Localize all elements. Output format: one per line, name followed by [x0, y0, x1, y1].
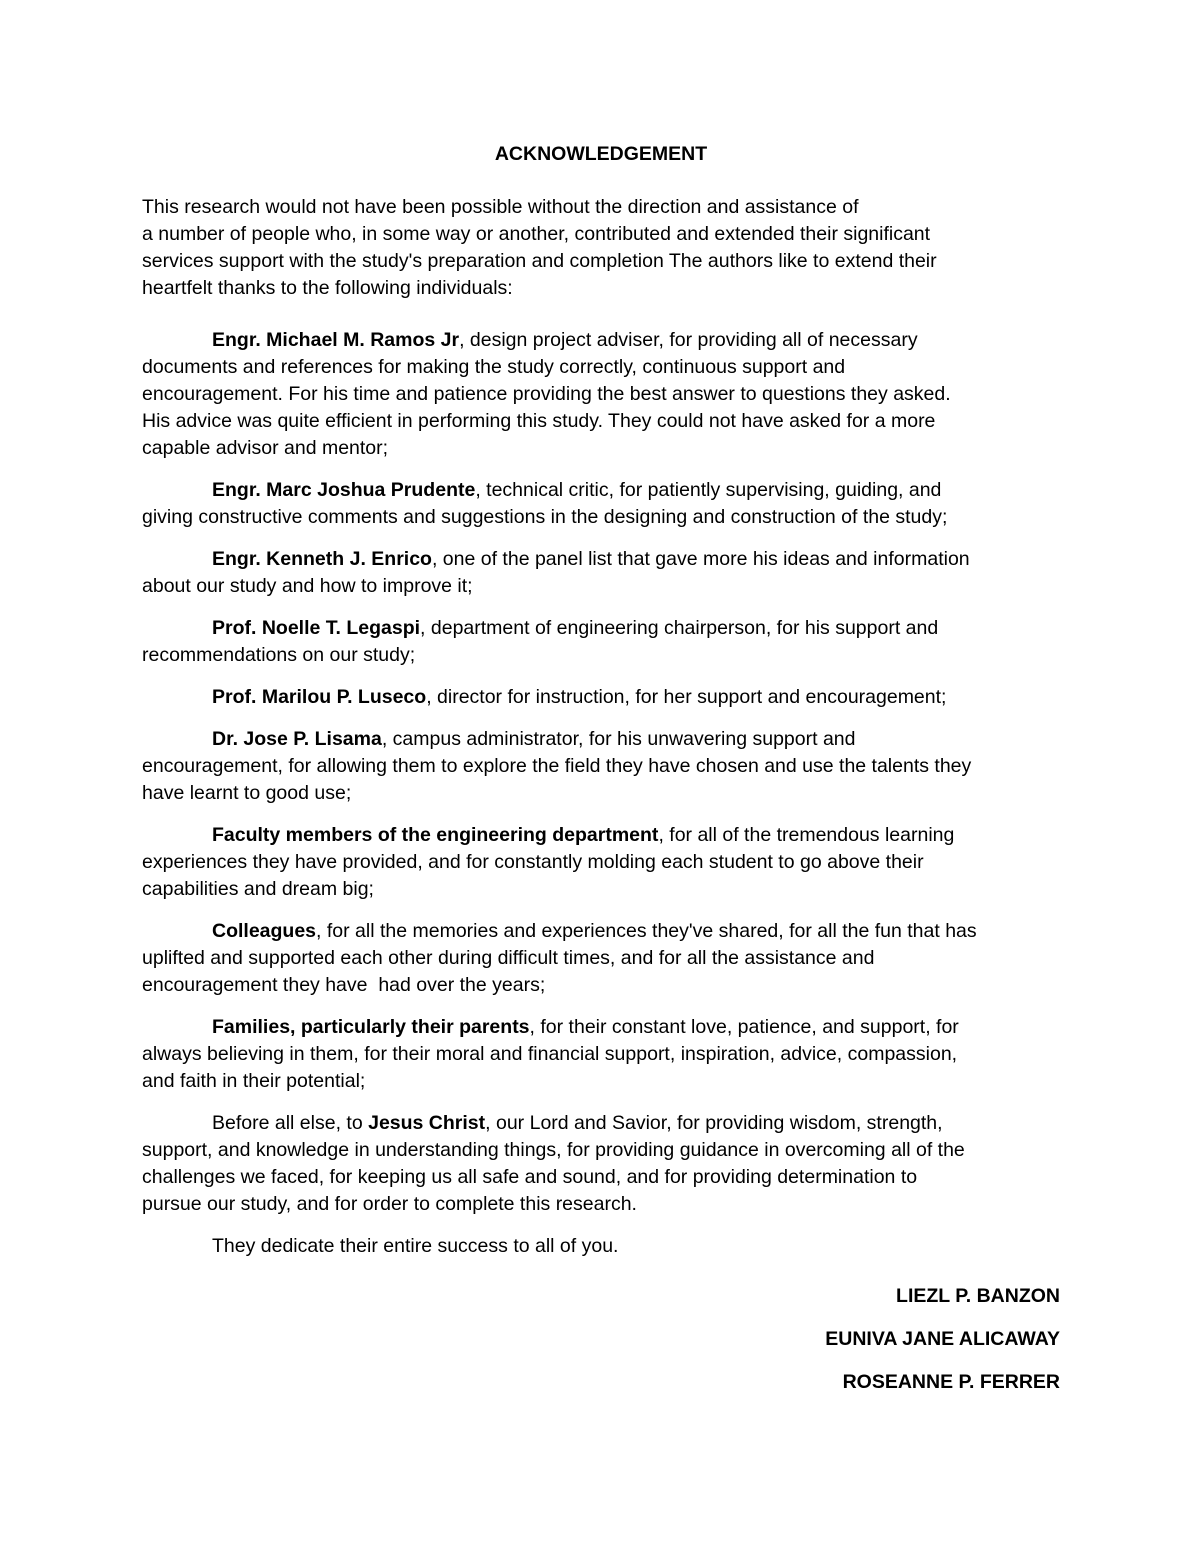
paragraph-text: , one of the panel list that gave more his ideas and information	[431, 548, 970, 570]
paragraph-text: , department of engineering chairperson, for his support and	[420, 617, 939, 639]
intro-line: heartfelt thanks to the following individuals:	[142, 277, 513, 299]
acknowledged-name: Colleagues	[212, 920, 317, 942]
paragraph-line: pursue our study, and for order to complete this research.	[142, 1193, 637, 1215]
paragraph-first-line	[142, 726, 1060, 753]
acknowledgement-paragraph	[142, 477, 1060, 531]
paragraph-first-line	[142, 327, 1060, 354]
paragraph-line: documents and references for making the study correctly, continuous support and	[142, 356, 846, 378]
signatory-name: ROSEANNE P. FERRER	[842, 1371, 1060, 1393]
acknowledged-name: Dr. Jose P. Lisama	[212, 728, 382, 750]
paragraph-line: support, and knowledge in understanding things, for providing guidance in overcoming all of the	[142, 1139, 965, 1161]
intro-line: services support with the study's preparation and completion The authors like to extend their	[142, 250, 937, 272]
paragraph-first-line	[142, 615, 1060, 642]
paragraph-text: , director for instruction, for her support and encouragement;	[426, 686, 947, 708]
paragraph-line: about our study and how to improve it;	[142, 575, 473, 597]
paragraph-line: encouragement, for allowing them to explore the field they have chosen and use the talents they	[142, 755, 972, 777]
paragraph-first-line	[142, 1110, 1060, 1137]
intro-line: a number of people who, in some way or another, contributed and extended their significant	[142, 223, 931, 245]
signatory-name: LIEZL P. BANZON	[896, 1285, 1060, 1307]
dedication-paragraph	[142, 1233, 1060, 1260]
paragraph-line: capable advisor and mentor;	[142, 437, 389, 459]
paragraph-line: have learnt to good use;	[142, 782, 352, 804]
acknowledged-name: Prof. Noelle T. Legaspi	[212, 617, 421, 639]
signatory-name: EUNIVA JANE ALICAWAY	[825, 1328, 1060, 1350]
paragraph-first-line	[142, 918, 1060, 945]
document-title: ACKNOWLEDGEMENT	[494, 143, 708, 165]
paragraph-first-line	[142, 477, 1060, 504]
paragraph-text: Before all else, to	[212, 1112, 369, 1134]
closing-paragraph	[142, 1110, 1060, 1218]
acknowledgement-paragraph	[142, 546, 1060, 600]
acknowledgement-paragraph	[142, 684, 1060, 711]
acknowledgement-paragraph	[142, 822, 1060, 903]
paragraph-text: , campus administrator, for his unwavering support and	[381, 728, 856, 750]
acknowledged-name: Engr. Kenneth J. Enrico	[212, 548, 432, 570]
acknowledgement-paragraph	[142, 327, 1060, 462]
paragraph-line: encouragement they have had over the years;	[142, 974, 546, 996]
paragraph-text: , design project adviser, for providing all of necessary	[459, 329, 918, 351]
paragraph-text: , our Lord and Savior, for providing wisdom, strength,	[485, 1112, 943, 1134]
acknowledged-name: Faculty members of the engineering department	[212, 824, 659, 846]
paragraph-line: always believing in them, for their moral and financial support, inspiration, advice, compassion,	[142, 1043, 958, 1065]
paragraph-line: capabilities and dream big;	[142, 878, 374, 900]
paragraph-text: , for all of the tremendous learning	[658, 824, 955, 846]
paragraph-line: recommendations on our study;	[142, 644, 416, 666]
paragraph-line: encouragement. For his time and patience providing the best answer to questions they asked.	[142, 383, 951, 405]
acknowledged-name: Engr. Marc Joshua Prudente	[212, 479, 476, 501]
acknowledgement-paragraph	[142, 615, 1060, 669]
paragraph-text: , technical critic, for patiently supervising, guiding, and	[475, 479, 942, 501]
paragraph-line: uplifted and supported each other during difficult times, and for all the assistance and	[142, 947, 875, 969]
acknowledged-name: Engr. Michael M. Ramos Jr	[212, 329, 460, 351]
paragraph-line: challenges we faced, for keeping us all safe and sound, and for providing determination to	[142, 1166, 918, 1188]
paragraph-text: , for all the memories and experiences they've shared, for all the fun that has	[316, 920, 977, 942]
paragraph-first-line	[142, 1014, 1060, 1041]
paragraph-text: , for their constant love, patience, and support, for	[529, 1016, 959, 1038]
paragraph-first-line	[142, 684, 1060, 711]
intro-line: This research would not have been possible without the direction and assistance of	[142, 196, 859, 218]
document-body	[142, 141, 1060, 1412]
acknowledgement-paragraph	[142, 918, 1060, 999]
acknowledgement-paragraph	[142, 1014, 1060, 1095]
acknowledged-name: Families, particularly their parents	[212, 1016, 530, 1038]
dedication-line: They dedicate their entire success to all of you.	[212, 1235, 619, 1257]
intro-paragraph	[142, 194, 1060, 302]
paragraph-first-line	[142, 822, 1060, 849]
paragraph-line: giving constructive comments and suggestions in the designing and construction of the study;	[142, 506, 948, 528]
paragraph-first-line	[142, 546, 1060, 573]
paragraph-line: and faith in their potential;	[142, 1070, 366, 1092]
acknowledged-name: Jesus Christ	[368, 1112, 486, 1134]
acknowledged-name: Prof. Marilou P. Luseco	[212, 686, 427, 708]
paragraph-line: His advice was quite efficient in performing this study. They could not have asked for a more	[142, 410, 936, 432]
acknowledgement-paragraph	[142, 726, 1060, 807]
signatories	[142, 1283, 1060, 1396]
paragraph-line: experiences they have provided, and for constantly molding each student to go above their	[142, 851, 924, 873]
